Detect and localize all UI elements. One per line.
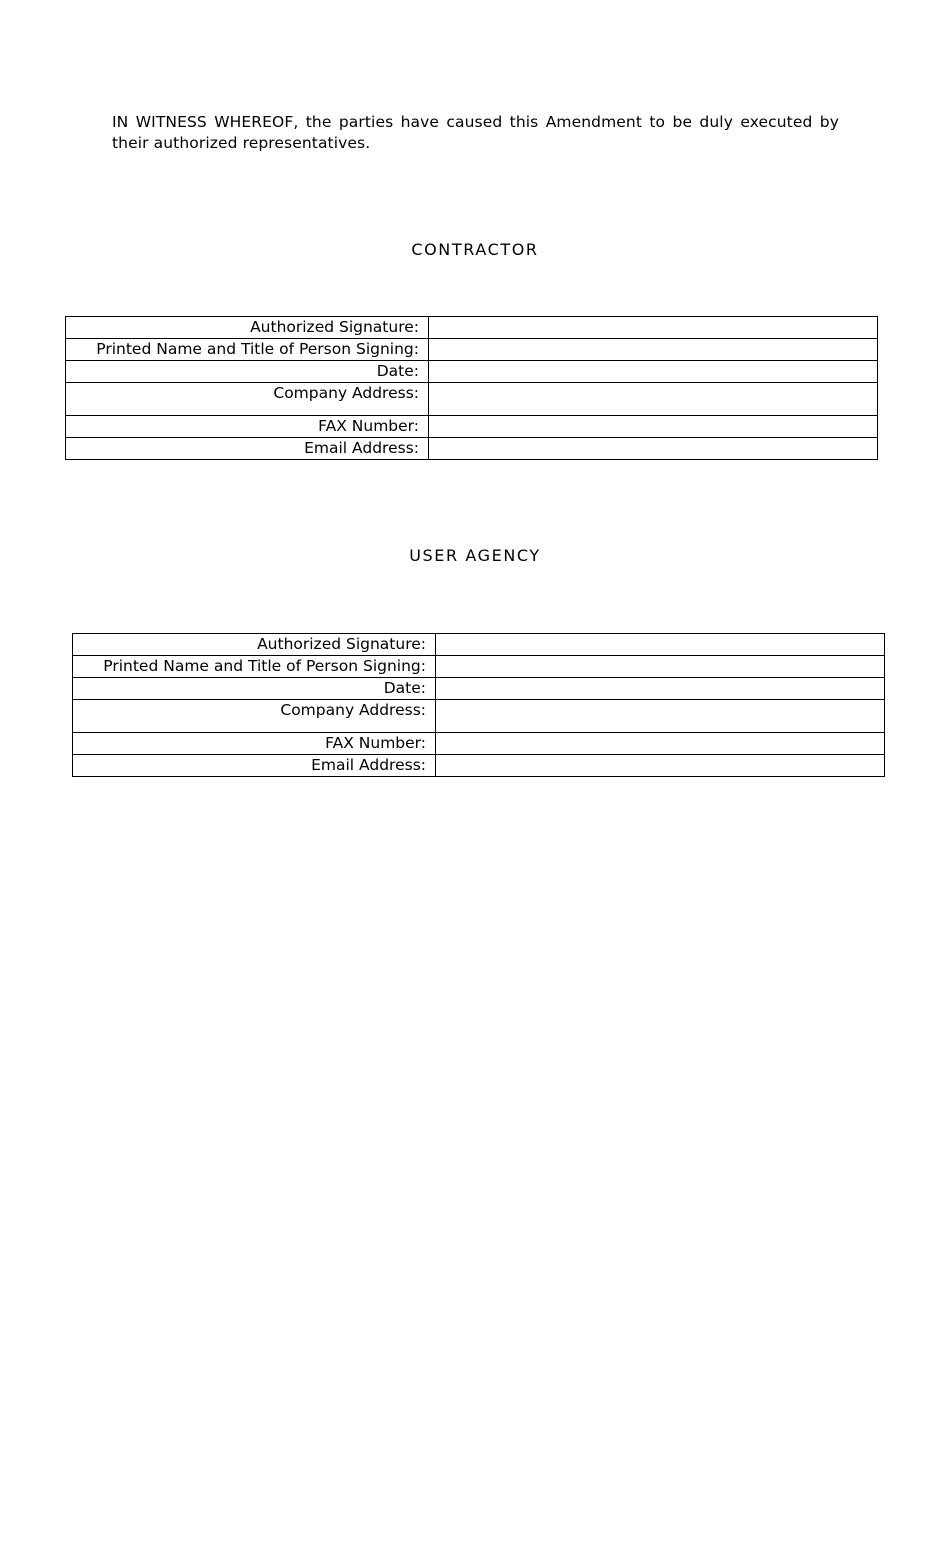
contractor-signature-table	[65, 316, 878, 460]
authorized-signature-label: Authorized Signature:	[73, 634, 436, 656]
date-label: Date:	[73, 678, 436, 700]
table-row	[66, 416, 878, 438]
fax-number-label: FAX Number:	[66, 416, 429, 438]
authorized-signature-field[interactable]	[436, 634, 885, 656]
printed-name-title-field[interactable]	[429, 339, 878, 361]
table-row	[66, 317, 878, 339]
printed-name-title-label: Printed Name and Title of Person Signing:	[73, 656, 436, 678]
email-address-field[interactable]	[429, 438, 878, 460]
company-address-field[interactable]	[429, 383, 878, 416]
table-row	[73, 755, 885, 777]
user-agency-heading: USER AGENCY	[409, 546, 541, 565]
company-address-label: Company Address:	[73, 700, 436, 733]
email-address-label: Email Address:	[73, 755, 436, 777]
user-agency-signature-table	[72, 633, 885, 777]
fax-number-label: FAX Number:	[73, 733, 436, 755]
table-row	[73, 656, 885, 678]
authorized-signature-field[interactable]	[429, 317, 878, 339]
date-field[interactable]	[436, 678, 885, 700]
table-row	[66, 361, 878, 383]
table-row	[66, 383, 878, 416]
authorized-signature-label: Authorized Signature:	[66, 317, 429, 339]
table-row	[73, 733, 885, 755]
printed-name-title-field[interactable]	[436, 656, 885, 678]
email-address-label: Email Address:	[66, 438, 429, 460]
company-address-field[interactable]	[436, 700, 885, 733]
date-field[interactable]	[429, 361, 878, 383]
table-row	[66, 438, 878, 460]
witness-paragraph: IN WITNESS WHEREOF, the parties have caused this Amendment to be duly executed by their authorized representatives.	[112, 113, 839, 152]
table-row	[73, 700, 885, 733]
contractor-heading: CONTRACTOR	[411, 240, 539, 259]
fax-number-field[interactable]	[436, 733, 885, 755]
table-row	[73, 678, 885, 700]
email-address-field[interactable]	[436, 755, 885, 777]
table-row	[73, 634, 885, 656]
table-row	[66, 339, 878, 361]
company-address-label: Company Address:	[66, 383, 429, 416]
date-label: Date:	[66, 361, 429, 383]
fax-number-field[interactable]	[429, 416, 878, 438]
printed-name-title-label: Printed Name and Title of Person Signing:	[66, 339, 429, 361]
